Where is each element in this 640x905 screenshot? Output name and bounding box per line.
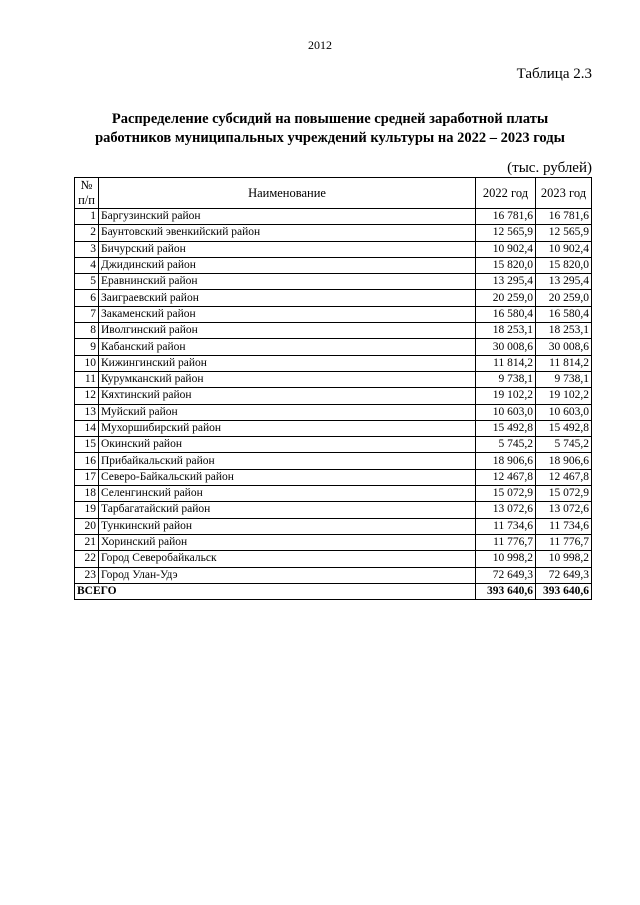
- row-value-2023: 11 814,2: [536, 355, 592, 371]
- row-value-2022: 12 467,8: [476, 469, 536, 485]
- row-value-2023: 13 295,4: [536, 274, 592, 290]
- table-row: [75, 437, 592, 453]
- row-value-2023: 15 492,8: [536, 420, 592, 436]
- row-value-2022: 18 253,1: [476, 323, 536, 339]
- row-name: Город Северобайкальск: [99, 551, 476, 567]
- header-number-line-2: п/п: [78, 193, 95, 207]
- table-row: [75, 209, 592, 225]
- table-body: [75, 209, 592, 584]
- table-row: [75, 371, 592, 387]
- table-row: [75, 241, 592, 257]
- table-row: [75, 567, 592, 583]
- table-row: [75, 502, 592, 518]
- header-number-line-1: №: [80, 178, 93, 192]
- table-row: [75, 518, 592, 534]
- row-name: Тункинский район: [99, 518, 476, 534]
- row-number: 14: [75, 420, 99, 436]
- row-value-2023: 9 738,1: [536, 371, 592, 387]
- row-value-2023: 5 745,2: [536, 437, 592, 453]
- row-value-2023: 16 781,6: [536, 209, 592, 225]
- row-name: Кижингинский район: [99, 355, 476, 371]
- total-2023: 393 640,6: [536, 583, 592, 599]
- row-value-2022: 11 814,2: [476, 355, 536, 371]
- row-number: 11: [75, 371, 99, 387]
- row-number: 7: [75, 306, 99, 322]
- table-row: [75, 388, 592, 404]
- row-value-2022: 13 072,6: [476, 502, 536, 518]
- table-row: [75, 355, 592, 371]
- row-value-2023: 20 259,0: [536, 290, 592, 306]
- page-number: 2012: [308, 38, 332, 52]
- table-row: [75, 290, 592, 306]
- row-value-2023: 15 072,9: [536, 486, 592, 502]
- row-number: 8: [75, 323, 99, 339]
- row-value-2022: 20 259,0: [476, 290, 536, 306]
- row-name: Кяхтинский район: [99, 388, 476, 404]
- total-row: [75, 583, 592, 599]
- table-row: [75, 323, 592, 339]
- subsidy-table: [74, 177, 592, 600]
- row-value-2022: 10 902,4: [476, 241, 536, 257]
- row-name: Селенгинский район: [99, 486, 476, 502]
- row-value-2023: 13 072,6: [536, 502, 592, 518]
- table-row: [75, 404, 592, 420]
- row-name: Окинский район: [99, 437, 476, 453]
- row-value-2022: 72 649,3: [476, 567, 536, 583]
- title-line-1: Распределение субсидий на повышение средней заработной платы: [111, 111, 549, 127]
- row-value-2023: 18 253,1: [536, 323, 592, 339]
- header-2022: 2022 год: [476, 178, 536, 209]
- table-row: [75, 453, 592, 469]
- row-number: 2: [75, 225, 99, 241]
- table-header: [75, 178, 592, 209]
- row-name: Бичурский район: [99, 241, 476, 257]
- table-row: [75, 486, 592, 502]
- row-number: 20: [75, 518, 99, 534]
- row-value-2023: 11 734,6: [536, 518, 592, 534]
- row-value-2023: 18 906,6: [536, 453, 592, 469]
- total-2022: 393 640,6: [476, 583, 536, 599]
- row-name: Тарбагатайский район: [99, 502, 476, 518]
- row-name: Баунтовский эвенкийский район: [99, 225, 476, 241]
- row-value-2023: 72 649,3: [536, 567, 592, 583]
- table-row: [75, 420, 592, 436]
- table-label: Таблица 2.3: [516, 66, 592, 82]
- header-name: Наименование: [99, 178, 476, 209]
- row-value-2022: 15 820,0: [476, 257, 536, 273]
- row-value-2023: 12 467,8: [536, 469, 592, 485]
- row-value-2022: 13 295,4: [476, 274, 536, 290]
- row-value-2022: 10 998,2: [476, 551, 536, 567]
- row-number: 12: [75, 388, 99, 404]
- header-row: [75, 178, 592, 209]
- row-value-2023: 11 776,7: [536, 534, 592, 550]
- row-number: 23: [75, 567, 99, 583]
- row-value-2022: 11 776,7: [476, 534, 536, 550]
- row-value-2022: 9 738,1: [476, 371, 536, 387]
- table-row: [75, 225, 592, 241]
- row-number: 16: [75, 453, 99, 469]
- document-title: [60, 110, 600, 148]
- row-name: Прибайкальский район: [99, 453, 476, 469]
- row-number: 5: [75, 274, 99, 290]
- row-value-2023: 19 102,2: [536, 388, 592, 404]
- row-name: Закаменский район: [99, 306, 476, 322]
- row-number: 22: [75, 551, 99, 567]
- row-number: 21: [75, 534, 99, 550]
- row-number: 9: [75, 339, 99, 355]
- row-number: 17: [75, 469, 99, 485]
- row-value-2023: 16 580,4: [536, 306, 592, 322]
- row-value-2022: 15 072,9: [476, 486, 536, 502]
- row-name: Город Улан-Удэ: [99, 567, 476, 583]
- row-number: 6: [75, 290, 99, 306]
- table-footer: [75, 583, 592, 599]
- row-value-2023: 10 998,2: [536, 551, 592, 567]
- row-name: Хоринский район: [99, 534, 476, 550]
- row-number: 18: [75, 486, 99, 502]
- title-line-2: работников муниципальных учреждений культуры на 2022 – 2023 годы: [95, 130, 565, 146]
- row-number: 1: [75, 209, 99, 225]
- table-row: [75, 306, 592, 322]
- row-value-2022: 10 603,0: [476, 404, 536, 420]
- row-number: 19: [75, 502, 99, 518]
- row-name: Мухоршибирский район: [99, 420, 476, 436]
- row-value-2022: 18 906,6: [476, 453, 536, 469]
- row-name: Заиграевский район: [99, 290, 476, 306]
- row-name: Иволгинский район: [99, 323, 476, 339]
- row-name: Северо-Байкальский район: [99, 469, 476, 485]
- row-name: Джидинский район: [99, 257, 476, 273]
- row-value-2022: 15 492,8: [476, 420, 536, 436]
- table-row: [75, 257, 592, 273]
- row-value-2022: 11 734,6: [476, 518, 536, 534]
- row-value-2023: 15 820,0: [536, 257, 592, 273]
- row-value-2022: 12 565,9: [476, 225, 536, 241]
- table-row: [75, 339, 592, 355]
- row-value-2022: 30 008,6: [476, 339, 536, 355]
- table-row: [75, 551, 592, 567]
- row-name: Еравнинский район: [99, 274, 476, 290]
- row-value-2022: 19 102,2: [476, 388, 536, 404]
- row-value-2023: 12 565,9: [536, 225, 592, 241]
- header-2023: 2023 год: [536, 178, 592, 209]
- row-value-2022: 16 781,6: [476, 209, 536, 225]
- total-label: ВСЕГО: [75, 583, 476, 599]
- row-value-2023: 10 603,0: [536, 404, 592, 420]
- row-number: 3: [75, 241, 99, 257]
- row-value-2022: 16 580,4: [476, 306, 536, 322]
- table-row: [75, 469, 592, 485]
- row-number: 15: [75, 437, 99, 453]
- row-name: Кабанский район: [99, 339, 476, 355]
- row-name: Муйский район: [99, 404, 476, 420]
- header-number: [75, 178, 99, 209]
- row-value-2023: 10 902,4: [536, 241, 592, 257]
- row-number: 4: [75, 257, 99, 273]
- row-number: 10: [75, 355, 99, 371]
- table-row: [75, 274, 592, 290]
- row-name: Курумканский район: [99, 371, 476, 387]
- row-value-2023: 30 008,6: [536, 339, 592, 355]
- row-name: Баргузинский район: [99, 209, 476, 225]
- table-row: [75, 534, 592, 550]
- unit-label: (тыс. рублей): [507, 160, 592, 176]
- row-number: 13: [75, 404, 99, 420]
- row-value-2022: 5 745,2: [476, 437, 536, 453]
